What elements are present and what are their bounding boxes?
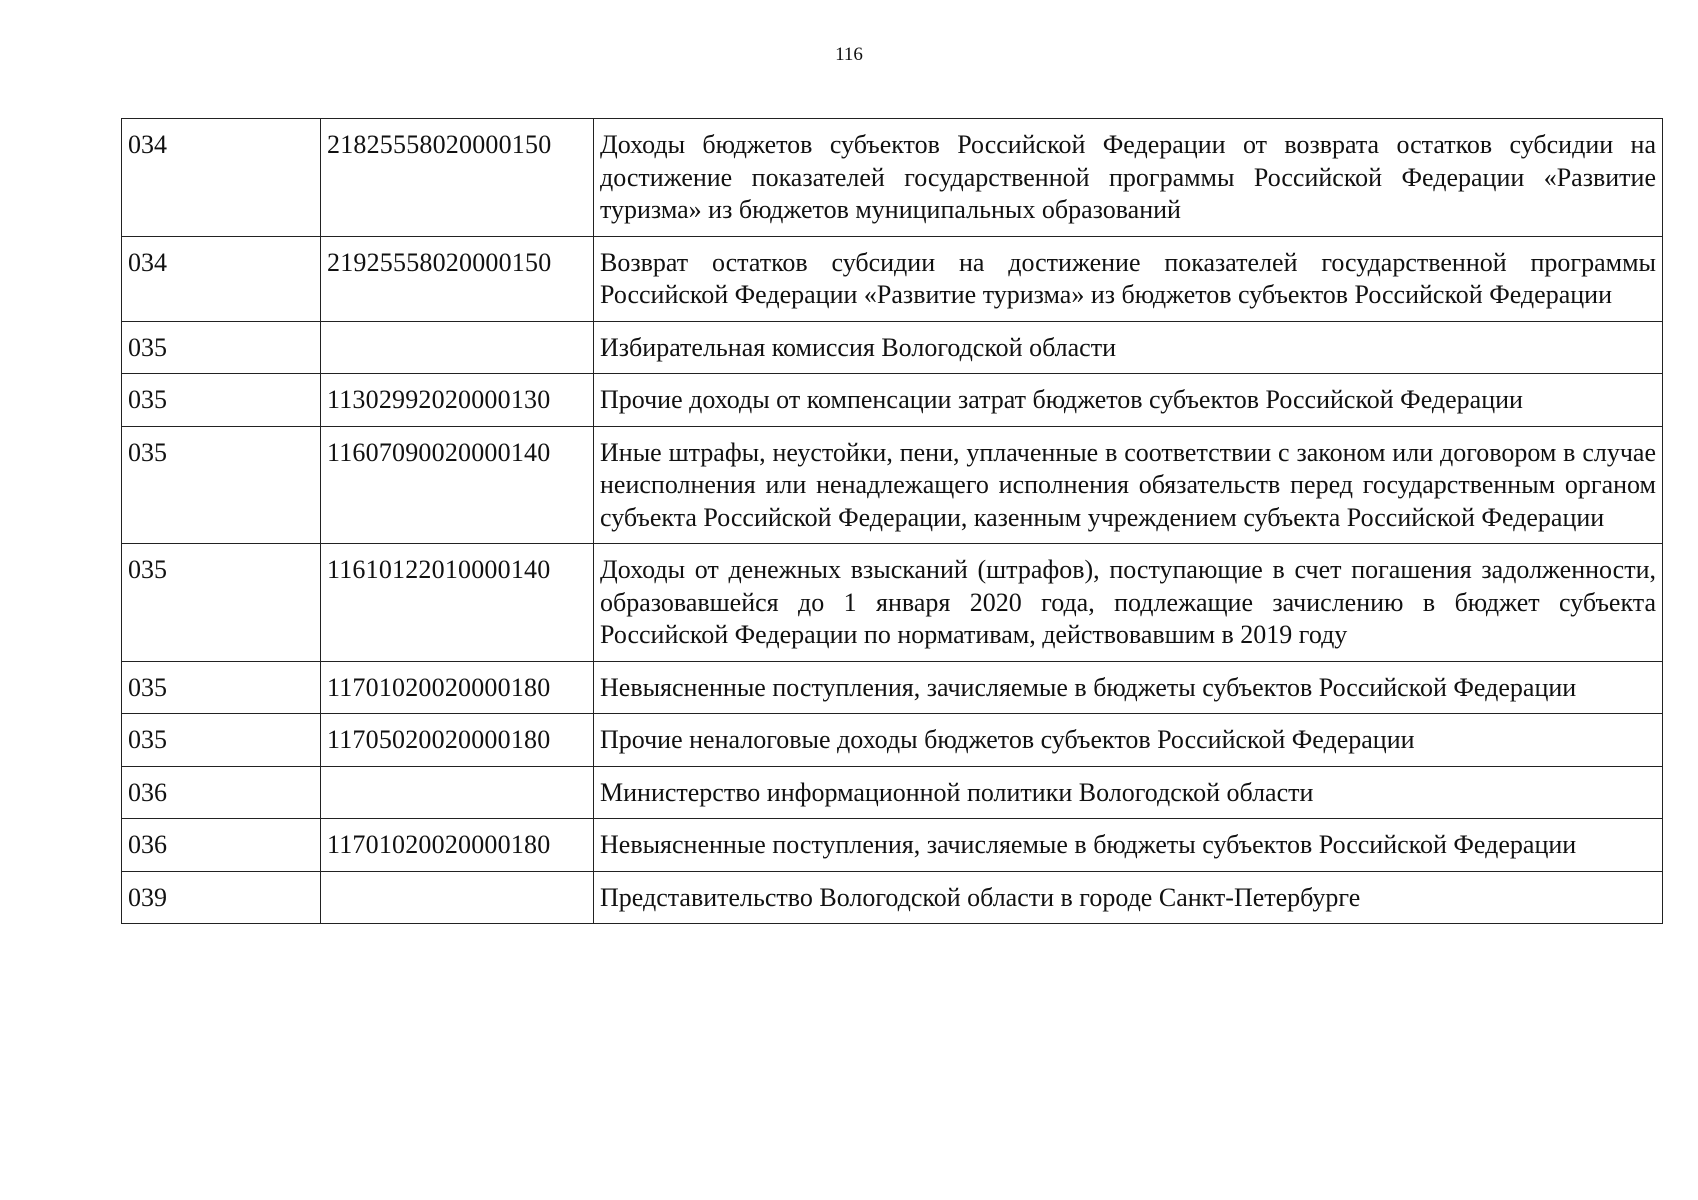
budget-classification-code-cell: 21825558020000150	[321, 119, 594, 237]
income-name-cell: Доходы бюджетов субъектов Российской Федерации от возврата остатков субсидии на достижение показателей государственной программы Российской Федерации «Развитие туризма» из бюджетов муниципальных образований	[594, 119, 1663, 237]
budget-classification-code-cell: 11705020020000180	[321, 714, 594, 767]
admin-code-cell: 036	[122, 766, 321, 819]
admin-code-cell: 035	[122, 426, 321, 544]
table-row	[122, 321, 1663, 374]
budget-classification-code-cell: 11302992020000130	[321, 374, 594, 427]
budget-classification-code-cell: 21925558020000150	[321, 236, 594, 321]
table-row	[122, 236, 1663, 321]
income-name-cell: Невыясненные поступления, зачисляемые в бюджеты субъектов Российской Федерации	[594, 819, 1663, 872]
budget-classification-code-cell: 11701020020000180	[321, 661, 594, 714]
table-row	[122, 766, 1663, 819]
budget-classification-code-cell	[321, 321, 594, 374]
income-name-cell: Избирательная комиссия Вологодской области	[594, 321, 1663, 374]
admin-code-cell: 034	[122, 119, 321, 237]
admin-code-cell: 036	[122, 819, 321, 872]
admin-code-cell: 035	[122, 321, 321, 374]
budget-codes-table	[121, 118, 1663, 924]
income-name-cell: Представительство Вологодской области в городе Санкт-Петербурге	[594, 871, 1663, 924]
budget-classification-code-cell: 11610122010000140	[321, 544, 594, 662]
table-row	[122, 871, 1663, 924]
admin-code-cell: 039	[122, 871, 321, 924]
admin-code-cell: 034	[122, 236, 321, 321]
table-row	[122, 544, 1663, 662]
budget-classification-code-cell	[321, 766, 594, 819]
table-row	[122, 819, 1663, 872]
income-name-cell: Прочие доходы от компенсации затрат бюджетов субъектов Российской Федерации	[594, 374, 1663, 427]
table-row	[122, 426, 1663, 544]
income-name-cell: Прочие неналоговые доходы бюджетов субъектов Российской Федерации	[594, 714, 1663, 767]
income-name-cell: Министерство информационной политики Вологодской области	[594, 766, 1663, 819]
income-name-cell: Доходы от денежных взысканий (штрафов), поступающие в счет погашения задолженности, образовавшейся до 1 января 2020 года, подлежащие зачислению в бюджет субъекта Российской Федерации по нормативам, действовавшим в 2019 году	[594, 544, 1663, 662]
table-row	[122, 714, 1663, 767]
income-name-cell: Возврат остатков субсидии на достижение показателей государственной программы Российской Федерации «Развитие туризма» из бюджетов субъектов Российской Федерации	[594, 236, 1663, 321]
table-row	[122, 374, 1663, 427]
page-number: 116	[835, 44, 863, 65]
budget-classification-code-cell: 11701020020000180	[321, 819, 594, 872]
table-row	[122, 119, 1663, 237]
admin-code-cell: 035	[122, 661, 321, 714]
income-name-cell: Невыясненные поступления, зачисляемые в бюджеты субъектов Российской Федерации	[594, 661, 1663, 714]
budget-classification-code-cell: 11607090020000140	[321, 426, 594, 544]
table-row	[122, 661, 1663, 714]
budget-classification-code-cell	[321, 871, 594, 924]
admin-code-cell: 035	[122, 374, 321, 427]
admin-code-cell: 035	[122, 544, 321, 662]
income-name-cell: Иные штрафы, неустойки, пени, уплаченные в соответствии с законом или договором в случае неисполнения или ненадлежащего исполнения обязательств перед государственным органом субъекта Российской Федерации, казенным учреждением субъекта Российской Федерации	[594, 426, 1663, 544]
admin-code-cell: 035	[122, 714, 321, 767]
